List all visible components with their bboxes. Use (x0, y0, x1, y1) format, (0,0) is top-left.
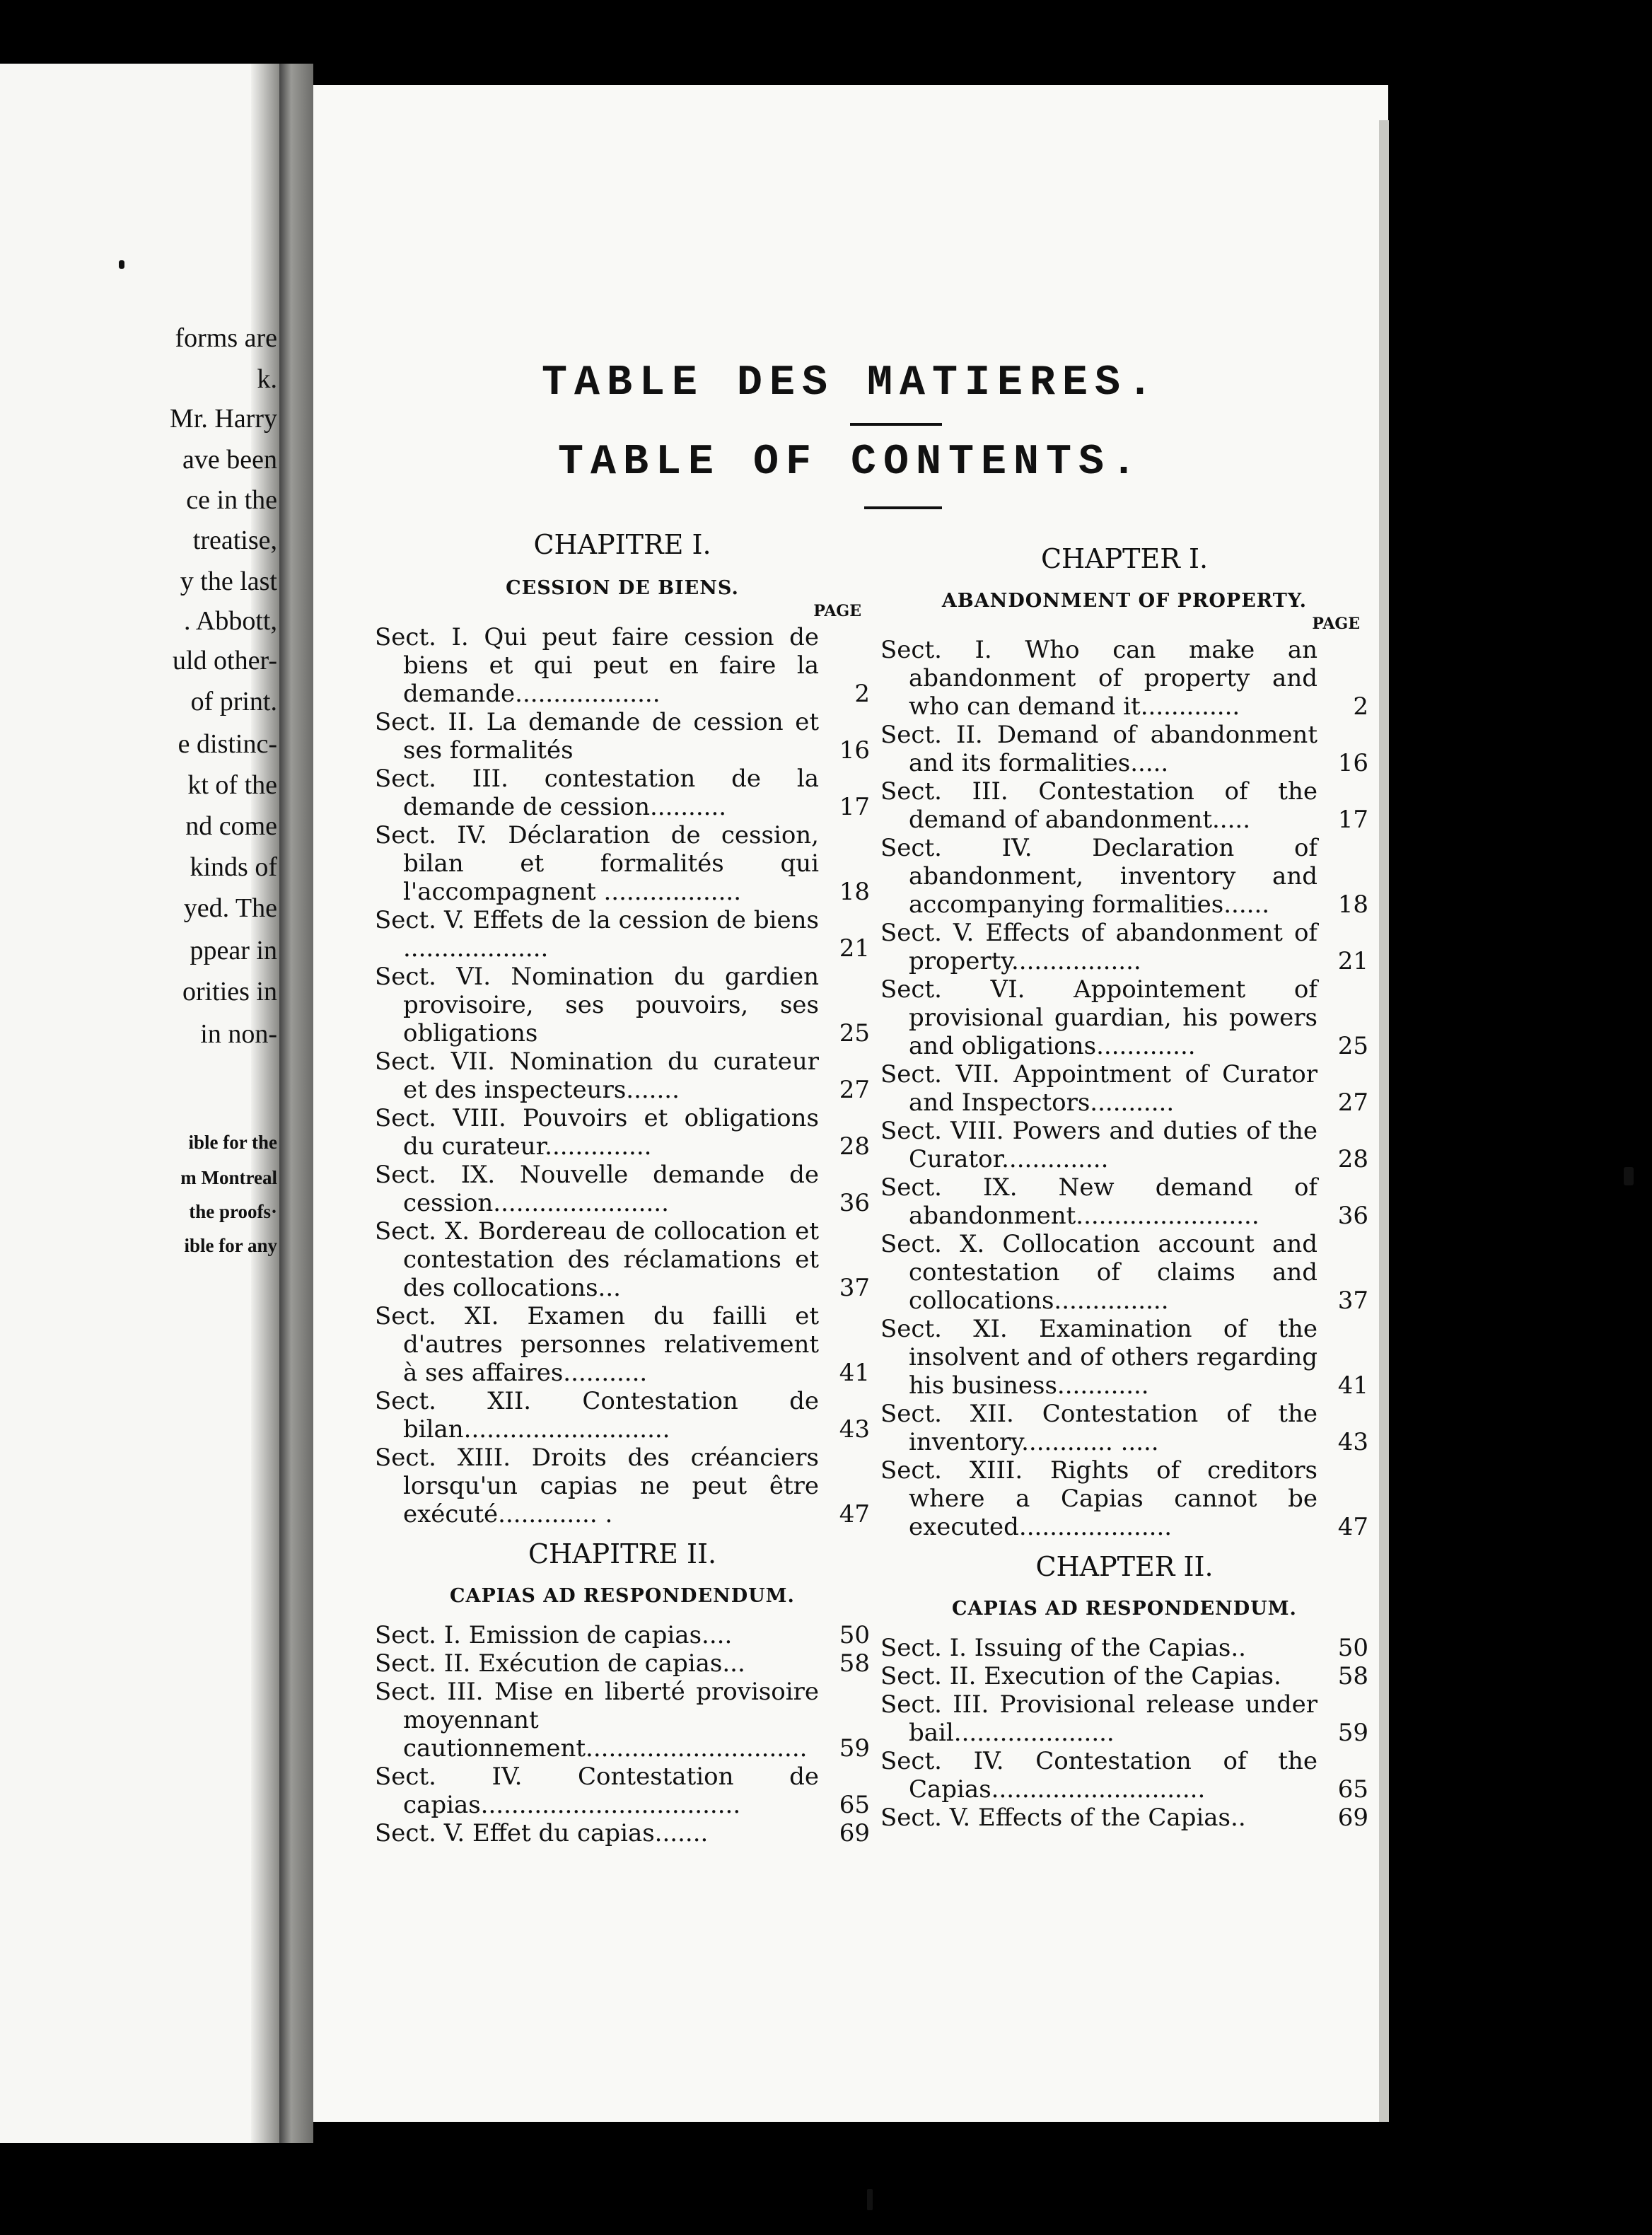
toc-entry (375, 1217, 870, 1302)
toc-entry-title: Sect. XI. Examen du failli et d'autres personnes relativement à ses affaires........... (375, 1302, 819, 1387)
left-page-fragment: k. (257, 364, 277, 394)
toc-entry (880, 777, 1368, 834)
left-page-fragment: m Montreal (180, 1167, 277, 1188)
toc-entry-page: 65 (839, 1791, 870, 1819)
left-page-fragment: Mr. Harry (170, 404, 277, 434)
toc-entry-page: 41 (1337, 1371, 1368, 1400)
chapter-heading: CHAPITRE I. (533, 529, 711, 560)
toc-entry-title: Sect. III. Contestation of the demand of abandonment..... (880, 777, 1317, 834)
toc-entry-title: Sect. IV. Declaration of abandonment, inventory and accompanying formalities...... (880, 834, 1317, 919)
toc-entry-page: 65 (1337, 1775, 1368, 1804)
toc-entry-title: Sect. IV. Déclaration de cession, bilan et formalités qui l'accompagnent .................. (375, 821, 819, 906)
left-page-fragment: ave been (182, 445, 277, 475)
toc-entry (880, 1634, 1368, 1662)
left-page-fragment: y the last (180, 567, 277, 596)
toc-entry (880, 1662, 1368, 1690)
page-label: PAGE (813, 602, 861, 620)
toc-entry-page: 69 (1337, 1804, 1368, 1832)
toc-entry-page: 27 (839, 1076, 870, 1104)
left-page-fragment: of print. (190, 687, 277, 716)
english-column (880, 530, 1368, 1832)
left-page-fragment: . Abbott, (184, 606, 277, 636)
toc-entry-page: 58 (1337, 1662, 1368, 1690)
toc-list (880, 636, 1368, 1541)
toc-entry-title: Sect. X. Bordereau de collocation et contestation des réclamations et des collocations... (375, 1217, 819, 1302)
toc-entry (375, 1387, 870, 1444)
left-page-fragment: kt of the (187, 770, 277, 800)
toc-entry (880, 834, 1368, 919)
toc-entry-page: 50 (839, 1621, 870, 1649)
toc-entry-title: Sect. IV. Contestation of the Capias............................ (880, 1747, 1317, 1804)
toc-entry (375, 1302, 870, 1387)
toc-entry-title: Sect. IX. Nouvelle demande de cession....................... (375, 1161, 819, 1217)
left-page-fragment: ible for the (188, 1132, 277, 1153)
ink-speck (119, 260, 124, 269)
toc-entry (375, 1104, 870, 1161)
left-page-fragment: ible for any (184, 1235, 277, 1256)
toc-entry (375, 765, 870, 821)
toc-list (375, 623, 870, 1528)
left-page-fragment: kinds of (190, 852, 277, 882)
toc-entry (880, 1173, 1368, 1230)
toc-entry-page: 17 (1337, 806, 1368, 834)
left-page-fragment: orities in (182, 977, 277, 1006)
toc-entry-page: 59 (839, 1734, 870, 1763)
chapter-heading: CHAPITRE II. (528, 1538, 717, 1569)
toc-entry-page: 18 (1337, 890, 1368, 919)
left-page-fragment: nd come (185, 811, 277, 841)
toc-entry (375, 1047, 870, 1104)
toc-entry-page: 43 (839, 1415, 870, 1444)
chapter-heading: CHAPTER II. (1035, 1551, 1214, 1582)
chapter-subheading: CAPIAS AD RESPONDENDUM. (952, 1598, 1297, 1620)
toc-entry (880, 975, 1368, 1060)
toc-entry (880, 1117, 1368, 1173)
toc-entry-page: 28 (839, 1132, 870, 1161)
toc-entry (880, 1747, 1368, 1804)
toc-entry-page: 43 (1337, 1428, 1368, 1456)
toc-entry-page: 69 (839, 1819, 870, 1847)
toc-entry-page: 21 (1337, 947, 1368, 975)
toc-entry (880, 1690, 1368, 1747)
left-page (0, 64, 279, 2143)
chapter-subheading: CESSION DE BIENS. (506, 577, 739, 599)
toc-entry-page: 28 (1337, 1145, 1368, 1173)
toc-entry-title: Sect. XII. Contestation of the inventory............ ..... (880, 1400, 1317, 1456)
toc-entry-title: Sect. II. Execution of the Capias. (880, 1662, 1281, 1690)
toc-entry-page: 18 (839, 878, 870, 906)
title-french: TABLE DES MATIERES. (541, 359, 1161, 407)
toc-entry-page: 50 (1337, 1634, 1368, 1662)
toc-entry-page: 16 (1337, 749, 1368, 777)
toc-entry (375, 1161, 870, 1217)
toc-entry-title: Sect. I. Emission de capias.... (375, 1621, 733, 1649)
left-page-fragment: e distinc- (178, 729, 277, 759)
toc-entry-page: 2 (854, 680, 870, 708)
toc-entry-title: Sect. XI. Examination of the insolvent and of others regarding his business............ (880, 1315, 1317, 1400)
left-page-fragment: treatise, (192, 526, 277, 555)
toc-entry-title: Sect. X. Collocation account and contestation of claims and collocations............... (880, 1230, 1317, 1315)
toc-entry (375, 1819, 870, 1847)
toc-entry-page: 17 (839, 793, 870, 821)
toc-entry (375, 708, 870, 765)
toc-entry-title: Sect. I. Qui peut faire cession de biens et qui peut en faire la demande................... (375, 623, 819, 708)
toc-entry-page: 27 (1337, 1089, 1368, 1117)
toc-entry (880, 919, 1368, 975)
title-rule (850, 423, 942, 426)
toc-entry (880, 1400, 1368, 1456)
left-page-fragment: forms are (175, 323, 277, 353)
toc-entry-title: Sect. II. Demand of abandonment and its formalities..... (880, 721, 1317, 777)
toc-entry-title: Sect. VI. Appointement of provisional guardian, his powers and obligations............. (880, 975, 1317, 1060)
title-english: TABLE OF CONTENTS. (557, 439, 1144, 487)
toc-entry (375, 1444, 870, 1528)
toc-entry-title: Sect. V. Effet du capias....... (375, 1819, 709, 1847)
toc-entry-title: Sect. VII. Appointment of Curator and Inspectors........... (880, 1060, 1317, 1117)
chapter-heading: CHAPTER I. (1040, 543, 1209, 574)
chapter-subheading: ABANDONMENT OF PROPERTY. (941, 590, 1308, 612)
toc-entry-page: 58 (839, 1649, 870, 1678)
toc-entry (880, 721, 1368, 777)
toc-entry-title: Sect. III. contestation de la demande de cession.......... (375, 765, 819, 821)
toc-entry-title: Sect. III. Mise en liberté provisoire moyennant cautionnement............................. (375, 1678, 819, 1763)
toc-entry (375, 1678, 870, 1763)
title-rule (864, 506, 942, 509)
toc-entry-title: Sect. V. Effects of abandonment of property................. (880, 919, 1317, 975)
left-page-fragment: ppear in (190, 936, 277, 965)
toc-list (375, 1621, 870, 1847)
page-label: PAGE (1312, 615, 1360, 633)
toc-entry-title: Sect. II. La demande de cession et ses formalités (375, 708, 819, 765)
left-page-fragment: in non- (200, 1019, 277, 1049)
toc-entry-page: 21 (839, 934, 870, 963)
toc-entry-title: Sect. VIII. Powers and duties of the Curator.............. (880, 1117, 1317, 1173)
toc-entry-page: 37 (1337, 1287, 1368, 1315)
toc-entry-page: 2 (1353, 692, 1368, 721)
french-column (375, 523, 870, 1847)
toc-entry-title: Sect. XIII. Droits des créanciers lorsqu'un capias ne peut être exécuté............. . (375, 1444, 819, 1528)
toc-entry-title: Sect. II. Exécution de capias... (375, 1649, 745, 1678)
toc-entry-page: 16 (839, 736, 870, 765)
toc-entry-title: Sect. IV. Contestation de capias.................................. (375, 1763, 819, 1819)
toc-entry (880, 1060, 1368, 1117)
toc-entry (375, 623, 870, 708)
toc-entry-title: Sect. V. Effets de la cession de biens ................... (375, 906, 819, 963)
toc-entry (375, 1649, 870, 1678)
toc-entry-page: 47 (839, 1500, 870, 1528)
toc-list (880, 1634, 1368, 1832)
toc-entry (375, 906, 870, 963)
toc-entry (880, 636, 1368, 721)
toc-entry-page: 41 (839, 1359, 870, 1387)
left-page-fragment: yed. The (183, 893, 277, 923)
toc-entry-title: Sect. I. Issuing of the Capias.. (880, 1634, 1246, 1662)
toc-entry-title: Sect. VI. Nomination du gardien provisoire, ses pouvoirs, ses obligations (375, 963, 819, 1047)
toc-entry-title: Sect. I. Who can make an abandonment of property and who can demand it............. (880, 636, 1317, 721)
left-page-fragment: the proofs· (189, 1201, 277, 1222)
toc-entry (375, 963, 870, 1047)
toc-entry (880, 1804, 1368, 1832)
toc-entry-page: 25 (839, 1019, 870, 1047)
toc-entry (880, 1456, 1368, 1541)
toc-entry-page: 47 (1337, 1513, 1368, 1541)
toc-entry-title: Sect. VIII. Pouvoirs et obligations du curateur.............. (375, 1104, 819, 1161)
binding-clip (867, 2189, 873, 2210)
toc-entry-title: Sect. IX. New demand of abandonment........................ (880, 1173, 1317, 1230)
toc-entry-title: Sect. XIII. Rights of creditors where a Capias cannot be executed.................... (880, 1456, 1317, 1541)
toc-entry (375, 821, 870, 906)
page-edge (1379, 120, 1389, 2122)
toc-entry-page: 36 (839, 1189, 870, 1217)
toc-entry (880, 1230, 1368, 1315)
toc-entry-page: 25 (1337, 1032, 1368, 1060)
toc-entry-title: Sect. III. Provisional release under bail..................... (880, 1690, 1317, 1747)
toc-entry-page: 36 (1337, 1202, 1368, 1230)
toc-entry-title: Sect. VII. Nomination du curateur et des inspecteurs....... (375, 1047, 819, 1104)
toc-entry-title: Sect. V. Effects of the Capias.. (880, 1804, 1246, 1832)
toc-entry (375, 1621, 870, 1649)
left-page-fragment: uld other- (172, 646, 277, 675)
toc-entry (375, 1763, 870, 1819)
chapter-subheading: CAPIAS AD RESPONDENDUM. (450, 1585, 795, 1607)
left-page-fragment: ce in the (186, 485, 277, 515)
toc-entry-page: 59 (1337, 1719, 1368, 1747)
ink-speck (1624, 1167, 1634, 1185)
toc-entry-title: Sect. XII. Contestation de bilan........................... (375, 1387, 819, 1444)
toc-entry-page: 37 (839, 1274, 870, 1302)
book-gutter (279, 64, 313, 2143)
toc-entry (880, 1315, 1368, 1400)
